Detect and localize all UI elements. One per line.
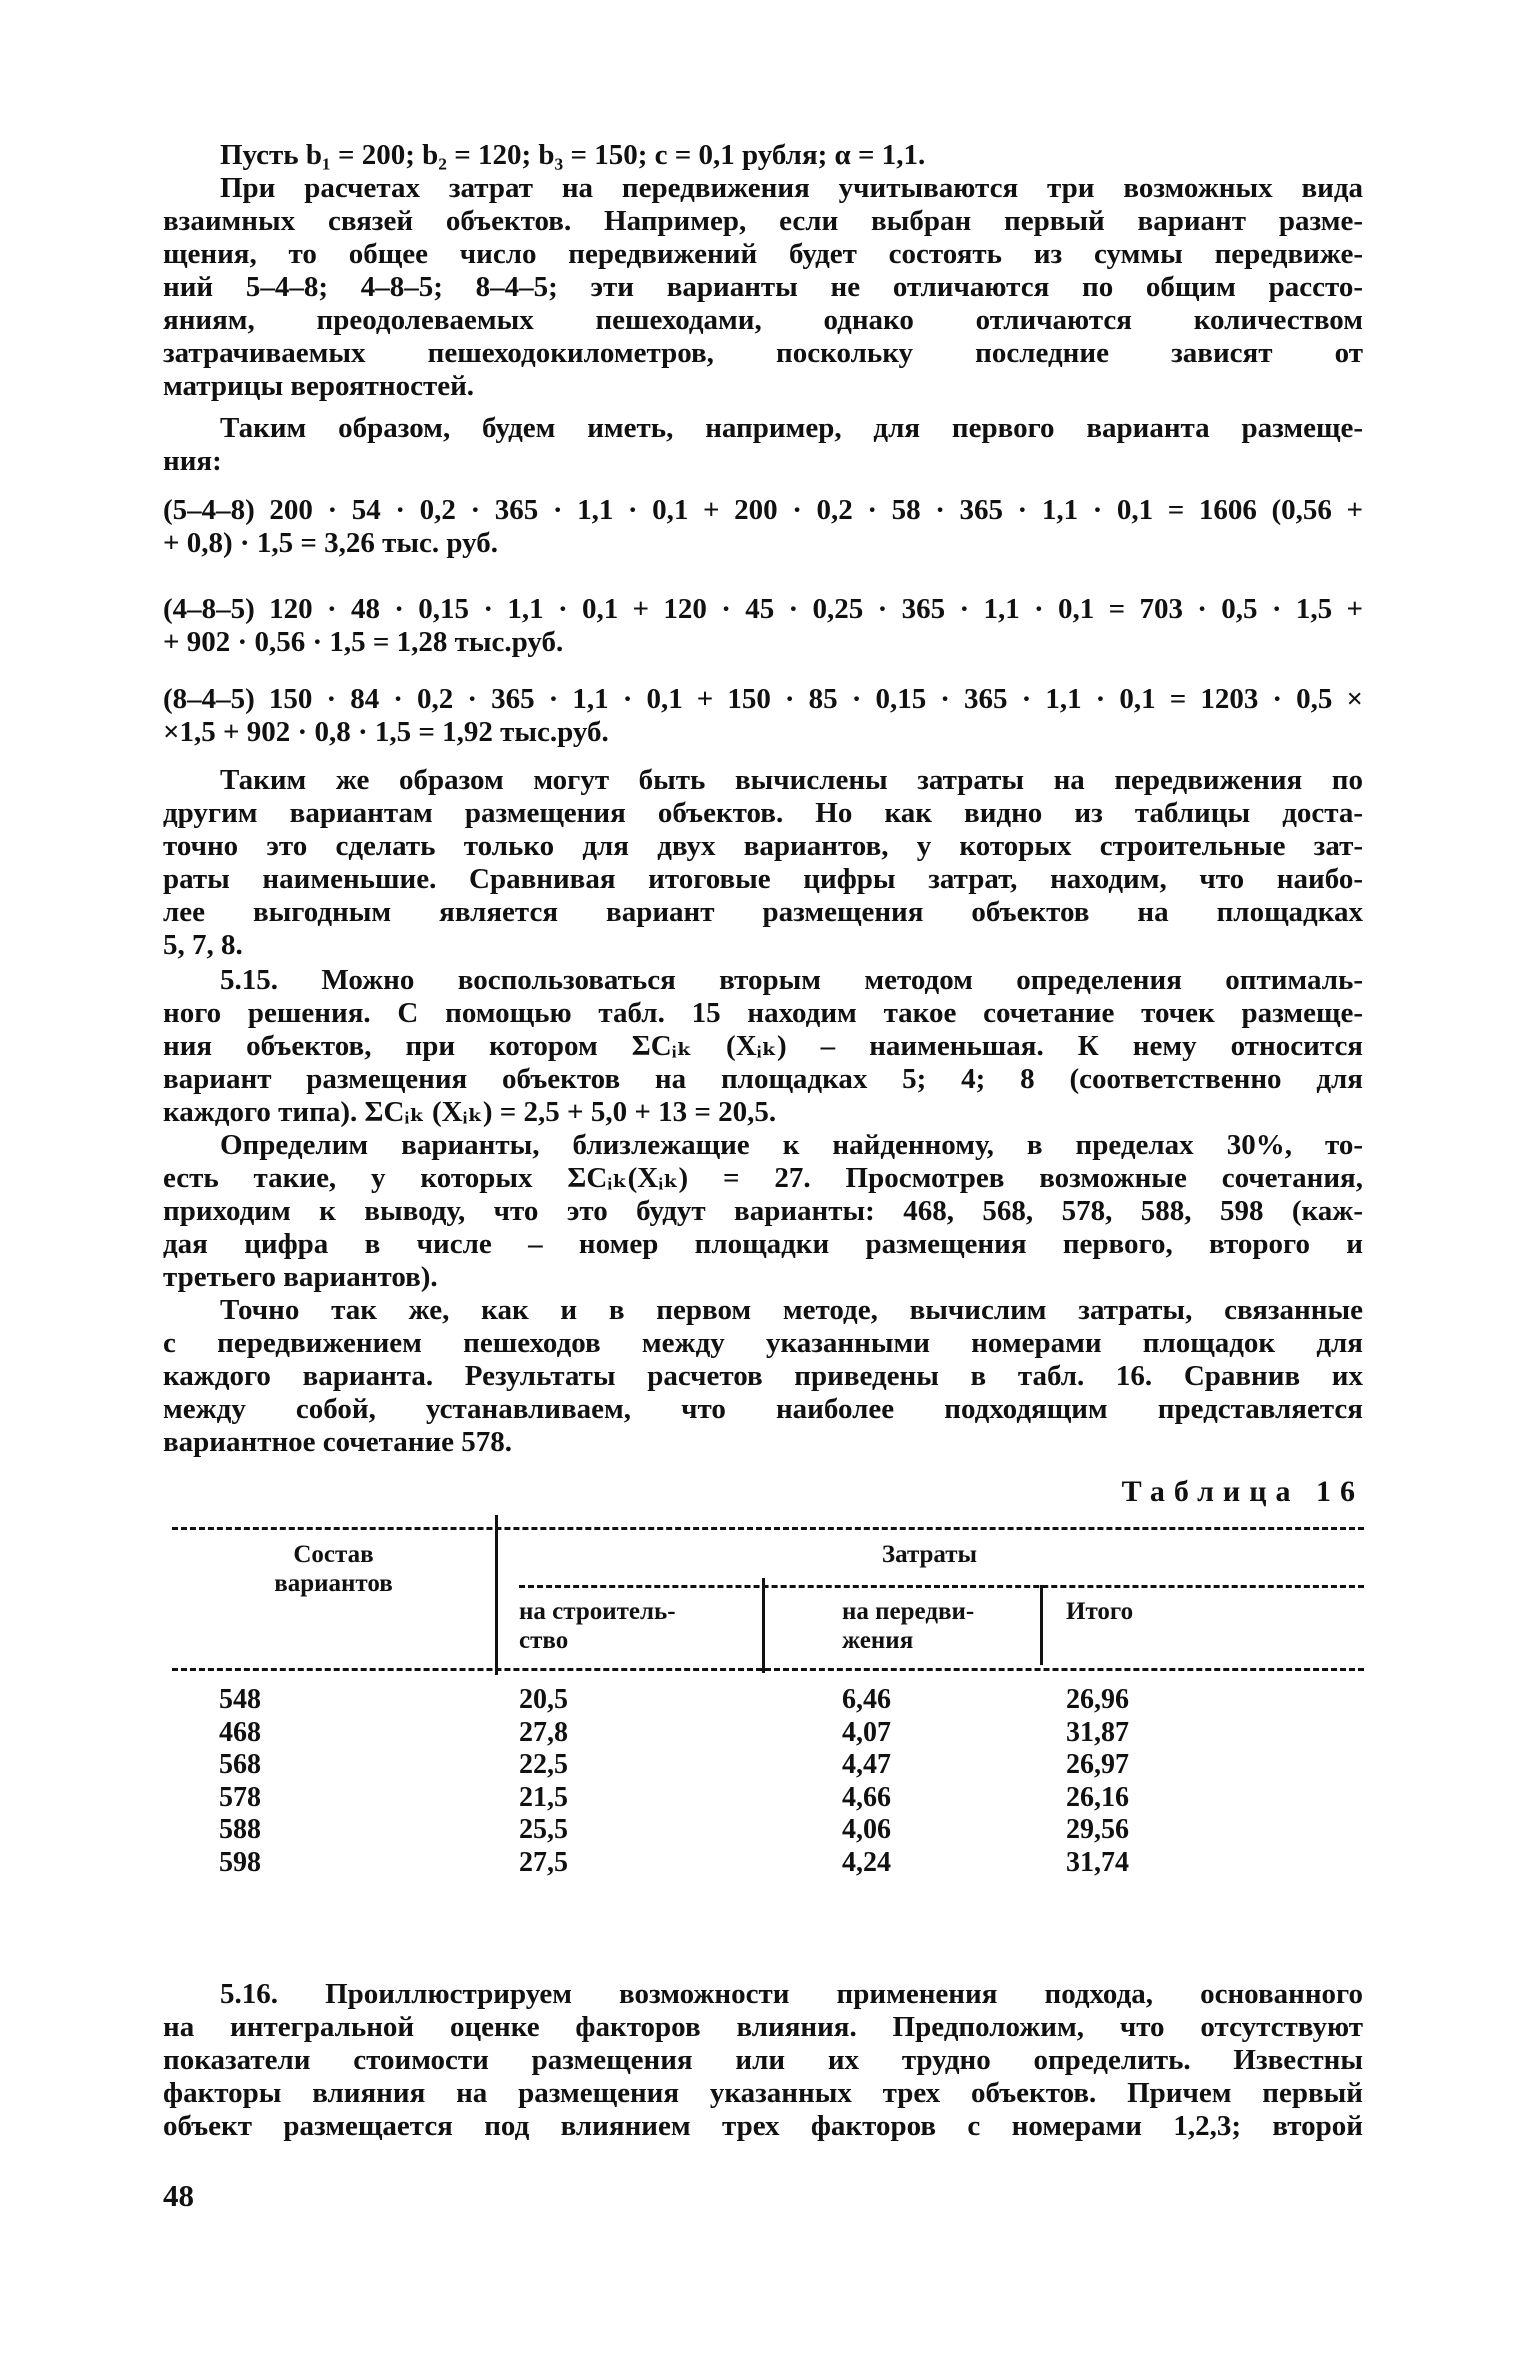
- text-line: Точно так же, как и в первом методе, вычислим затраты, связанные: [220, 1294, 1363, 1326]
- cell-construction: 25,5: [519, 1814, 568, 1845]
- formula: [163, 494, 1363, 560]
- text-line: взаимных связей объектов. Например, если выбран первый вариант разме-: [163, 205, 1363, 237]
- cell-total: 29,56: [1066, 1814, 1129, 1845]
- cell-construction: 20,5: [519, 1684, 568, 1715]
- cell-construction: 27,8: [519, 1716, 568, 1748]
- header-composition: [172, 1540, 495, 1598]
- text-line: между собой, устанавливаем, что наиболее подходящим представляется: [163, 1393, 1363, 1425]
- text-line: есть такие, у которых ΣCᵢₖ(Xᵢₖ) = 27. Просмотрев возможные сочетания,: [163, 1162, 1363, 1194]
- text-line: факторы влияния на размещения указанных трех объектов. Причем первый: [163, 2077, 1363, 2109]
- text-line: ний 5–4–8; 4–8–5; 8–4–5; эти варианты не отличаются по общим рассто-: [163, 271, 1363, 303]
- cell-movement: 4,24: [842, 1846, 891, 1878]
- header-total: Итого: [1066, 1598, 1134, 1625]
- text-line: ния объектов, при котором ΣCᵢₖ (Xᵢₖ) – наименьшая. К нему относится: [163, 1030, 1363, 1062]
- text-line: 5.15. Можно воспользоваться вторым методом определения оптималь-: [220, 964, 1363, 996]
- cell-movement: 4,47: [842, 1749, 891, 1780]
- text-line: Таким же образом могут быть вычислены затраты на передвижения по: [220, 764, 1363, 796]
- text-line: раты наименьшие. Сравнивая итоговые цифры затрат, находим, что наибо-: [163, 863, 1363, 895]
- header-line: на передви-: [842, 1598, 975, 1625]
- table-top-rule: [172, 1527, 1364, 1530]
- paragraph: [163, 1294, 1363, 1459]
- text-line: ного решения. С помощью табл. 15 находим такое сочетание точек размеще-: [163, 997, 1363, 1029]
- header-costs: Затраты: [881, 1541, 978, 1568]
- paragraph: [163, 1129, 1363, 1294]
- cell-composition: 598: [219, 1846, 261, 1878]
- cell-total: 26,97: [1066, 1749, 1129, 1780]
- cell-movement: 4,06: [842, 1814, 891, 1845]
- text-line: Таким образом, будем иметь, например, для первого варианта размеще-: [220, 412, 1363, 444]
- paragraph: [163, 764, 1363, 962]
- text-line: яниям, преодолеваемых пешеходами, однако отличаются количеством: [163, 304, 1363, 336]
- text-line: При расчетах затрат на передвижения учитываются три возможных вида: [220, 172, 1363, 204]
- header-line: ство: [519, 1627, 569, 1654]
- paragraph: [163, 172, 1363, 403]
- cell-total: 26,16: [1066, 1781, 1129, 1813]
- text-line: каждого типа). ΣCᵢₖ (Xᵢₖ) = 2,5 + 5,0 + 13 = 20,5.: [163, 1096, 777, 1128]
- header-line: жения: [842, 1627, 914, 1654]
- table-header-rule: [172, 1668, 1364, 1671]
- cell-construction: 21,5: [519, 1781, 568, 1813]
- table-divider: [762, 1578, 765, 1673]
- cell-composition: 468: [219, 1716, 261, 1748]
- text-line: матрицы вероятностей.: [163, 370, 475, 402]
- cell-composition: 588: [219, 1814, 261, 1845]
- text-line: ния:: [163, 445, 222, 477]
- text-line: каждого варианта. Результаты расчетов приведены в табл. 16. Сравнив их: [163, 1360, 1363, 1392]
- header-movement: [842, 1597, 974, 1655]
- table-divider: [495, 1515, 498, 1675]
- table-divider: [1040, 1585, 1043, 1665]
- text-line: с передвижением пешеходов между указанными номерами площадок для: [163, 1327, 1363, 1359]
- text-line: затрачиваемых пешеходокилометров, поскольку последние зависят от: [163, 337, 1363, 369]
- table-caption: Таблица 16: [1121, 1475, 1364, 1508]
- text-line: + 902 · 0,56 · 1,5 = 1,28 тыс.руб.: [163, 626, 564, 658]
- text-line: ×1,5 + 902 · 0,8 · 1,5 = 1,92 тыс.руб.: [163, 716, 609, 748]
- text-line: вариантное сочетание 578.: [163, 1426, 513, 1458]
- text-line: (5–4–8) 200 · 54 · 0,2 · 365 · 1,1 · 0,1 + 200 · 0,2 · 58 · 365 · 1,1 · 0,1 = 1606 (0,56 +: [163, 494, 1363, 526]
- table-sub-rule: [519, 1585, 1364, 1588]
- text-line: на интегральной оценке факторов влияния. Предположим, что отсутствуют: [163, 2011, 1363, 2043]
- paragraph: [163, 412, 1363, 478]
- formula: [163, 683, 1363, 749]
- text-line: приходим к выводу, что это будут варианты: 468, 568, 578, 588, 598 (каж-: [163, 1195, 1363, 1227]
- header-line: Состав: [293, 1541, 374, 1568]
- text-line: Определим варианты, близлежащие к найденному, в пределах 30%, то-: [220, 1129, 1363, 1161]
- paragraph: [163, 139, 1363, 172]
- text-line: Пусть b₁ = 200; b₂ = 120; b₃ = 150; c = 0,1 рубля; α = 1,1.: [220, 139, 926, 171]
- header-line: на строитель-: [519, 1598, 676, 1625]
- paragraph: [163, 1978, 1363, 2143]
- text-line: точно это сделать только для двух вариантов, у которых строительные зат-: [163, 830, 1363, 862]
- cell-construction: 27,5: [519, 1846, 568, 1878]
- text-line: лее выгодным является вариант размещения объектов на площадках: [163, 896, 1363, 928]
- text-line: другим вариантам размещения объектов. Но как видно из таблицы доста-: [163, 797, 1363, 829]
- text-line: вариант размещения объектов на площадках 5; 4; 8 (соответственно для: [163, 1063, 1363, 1095]
- text-line: + 0,8) · 1,5 = 3,26 тыс. руб.: [163, 527, 499, 559]
- cell-construction: 22,5: [519, 1749, 568, 1780]
- cell-movement: 4,07: [842, 1716, 891, 1748]
- cell-movement: 6,46: [842, 1684, 891, 1715]
- cell-movement: 4,66: [842, 1781, 891, 1813]
- text-line: третьего вариантов).: [163, 1261, 438, 1293]
- text-line: (8–4–5) 150 · 84 · 0,2 · 365 · 1,1 · 0,1 + 150 · 85 · 0,15 · 365 · 1,1 · 0,1 = 1203 · 0,5 ×: [163, 683, 1363, 715]
- text-line: дая цифра в числе – номер площадки размещения первого, второго и: [163, 1228, 1363, 1260]
- paragraph: [163, 964, 1363, 1129]
- cell-composition: 578: [219, 1781, 261, 1813]
- cell-total: 31,87: [1066, 1716, 1129, 1748]
- text-line: щения, то общее число передвижений будет состоять из суммы передвиже-: [163, 238, 1363, 270]
- cell-composition: 548: [219, 1684, 261, 1715]
- page-number: 48: [163, 2178, 194, 2213]
- text-line: 5.16. Проиллюстрируем возможности применения подхода, основанного: [220, 1978, 1363, 2010]
- text-line: объект размещается под влиянием трех факторов с номерами 1,2,3; второй: [163, 2110, 1363, 2142]
- formula: [163, 593, 1363, 659]
- cell-total: 26,96: [1066, 1684, 1129, 1715]
- cell-total: 31,74: [1066, 1846, 1129, 1878]
- cell-composition: 568: [219, 1749, 261, 1780]
- header-line: вариантов: [274, 1570, 393, 1597]
- text-line: 5, 7, 8.: [163, 929, 243, 961]
- header-construction: [519, 1597, 676, 1655]
- text-line: (4–8–5) 120 · 48 · 0,15 · 1,1 · 0,1 + 120 · 45 · 0,25 · 365 · 1,1 · 0,1 = 703 · 0,5 · 1,5 +: [163, 593, 1363, 625]
- text-line: показатели стоимости размещения или их трудно определить. Известны: [163, 2044, 1363, 2076]
